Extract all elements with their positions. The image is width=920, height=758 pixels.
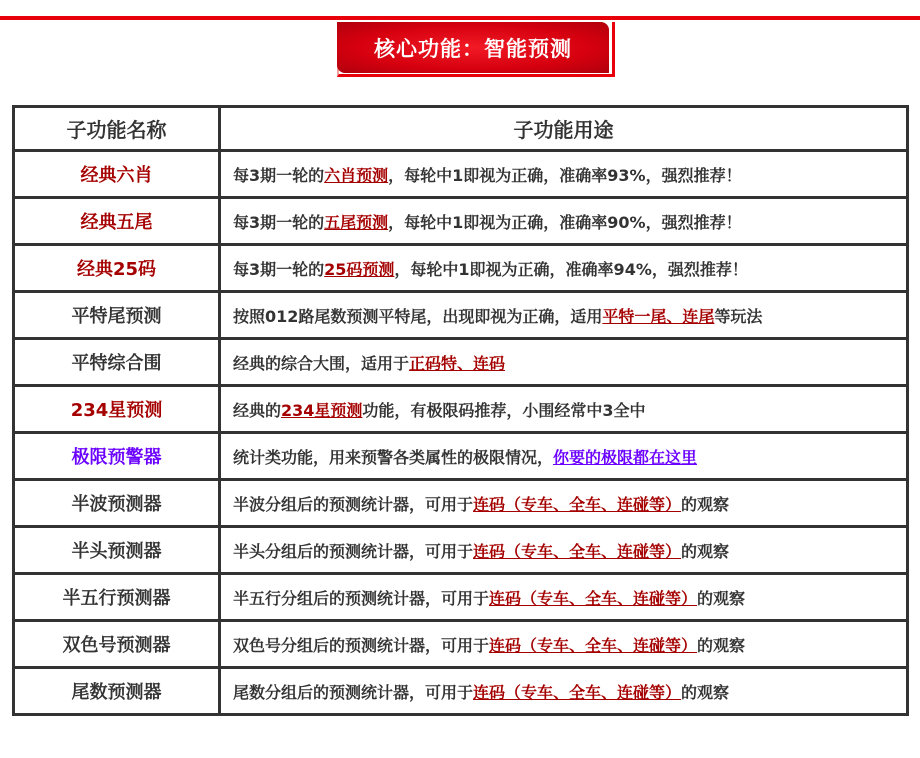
table-row bbox=[14, 527, 908, 574]
usage-text: 半波分组后的预测统计器，可用于 bbox=[233, 494, 474, 514]
feature-link[interactable]: 连码（专车、全车、连碰等） bbox=[489, 588, 698, 608]
feature-usage bbox=[220, 433, 908, 480]
feature-usage bbox=[220, 621, 908, 668]
feature-usage bbox=[220, 198, 908, 245]
header-feature-usage: 子功能用途 bbox=[220, 107, 908, 151]
usage-text: 双色号分组后的预测统计器，可用于 bbox=[233, 635, 490, 655]
table-row bbox=[14, 292, 908, 339]
feature-name: 半五行预测器 bbox=[14, 574, 220, 621]
feature-table bbox=[12, 105, 909, 716]
usage-text: 功能，有极限码推荐，小围经常中3全中 bbox=[362, 400, 646, 420]
usage-text: 半五行分组后的预测统计器，可用于 bbox=[233, 588, 490, 608]
usage-text: 按照012路尾数预测平特尾，出现即视为正确，适用 bbox=[233, 306, 603, 326]
usage-text: 的观察 bbox=[681, 494, 730, 514]
table-row bbox=[14, 621, 908, 668]
usage-text: 的观察 bbox=[681, 682, 730, 702]
feature-link[interactable]: 234星预测 bbox=[281, 400, 363, 420]
feature-usage bbox=[220, 245, 908, 292]
feature-link[interactable]: 你要的极限都在这里 bbox=[553, 447, 698, 467]
feature-link[interactable]: 五尾预测 bbox=[324, 212, 389, 232]
feature-link[interactable]: 平特一尾、连尾 bbox=[602, 306, 715, 326]
feature-usage bbox=[220, 339, 908, 386]
feature-link[interactable]: 六肖预测 bbox=[324, 165, 389, 185]
table-row bbox=[14, 668, 908, 715]
top-divider-line bbox=[0, 16, 920, 20]
usage-text: 的观察 bbox=[681, 541, 730, 561]
usage-text: ，每轮中1即视为正确，准确率90%，强烈推荐！ bbox=[388, 212, 742, 232]
usage-text: 等玩法 bbox=[714, 306, 763, 326]
feature-usage bbox=[220, 480, 908, 527]
table-header-row bbox=[14, 107, 908, 151]
table-row bbox=[14, 386, 908, 433]
feature-link[interactable]: 25码预测 bbox=[324, 259, 395, 279]
feature-name: 半头预测器 bbox=[14, 527, 220, 574]
usage-text: 的观察 bbox=[697, 635, 746, 655]
header-feature-name: 子功能名称 bbox=[14, 107, 220, 151]
usage-text: ，每轮中1即视为正确，准确率94%，强烈推荐！ bbox=[394, 259, 748, 279]
feature-link[interactable]: 连码（专车、全车、连碰等） bbox=[489, 635, 698, 655]
feature-name: 极限预警器 bbox=[14, 433, 220, 480]
feature-name: 平特尾预测 bbox=[14, 292, 220, 339]
usage-text: 经典的综合大围，适用于 bbox=[233, 353, 410, 373]
feature-name: 双色号预测器 bbox=[14, 621, 220, 668]
table-body bbox=[14, 151, 908, 715]
feature-name: 尾数预测器 bbox=[14, 668, 220, 715]
feature-name: 经典六肖 bbox=[14, 151, 220, 198]
usage-text: 半头分组后的预测统计器，可用于 bbox=[233, 541, 474, 561]
feature-link[interactable]: 连码（专车、全车、连碰等） bbox=[473, 494, 682, 514]
table-row bbox=[14, 480, 908, 527]
feature-usage bbox=[220, 292, 908, 339]
usage-text: 每3期一轮的 bbox=[233, 259, 325, 279]
table-row bbox=[14, 433, 908, 480]
feature-usage bbox=[220, 386, 908, 433]
table-row bbox=[14, 574, 908, 621]
table-row bbox=[14, 339, 908, 386]
feature-name: 半波预测器 bbox=[14, 480, 220, 527]
feature-usage bbox=[220, 668, 908, 715]
usage-text: ，每轮中1即视为正确，准确率93%，强烈推荐！ bbox=[388, 165, 742, 185]
feature-usage bbox=[220, 527, 908, 574]
usage-text: 每3期一轮的 bbox=[233, 212, 325, 232]
table-row bbox=[14, 151, 908, 198]
feature-name: 平特综合围 bbox=[14, 339, 220, 386]
feature-usage bbox=[220, 151, 908, 198]
feature-name: 234星预测 bbox=[14, 386, 220, 433]
usage-text: 统计类功能，用来预警各类属性的极限情况， bbox=[233, 447, 554, 467]
usage-text: 尾数分组后的预测统计器，可用于 bbox=[233, 682, 474, 702]
feature-link[interactable]: 连码（专车、全车、连碰等） bbox=[473, 541, 682, 561]
usage-text: 每3期一轮的 bbox=[233, 165, 325, 185]
feature-link[interactable]: 连码（专车、全车、连碰等） bbox=[473, 682, 682, 702]
feature-name: 经典25码 bbox=[14, 245, 220, 292]
usage-text: 经典的 bbox=[233, 400, 282, 420]
table-row bbox=[14, 198, 908, 245]
feature-name: 经典五尾 bbox=[14, 198, 220, 245]
section-banner bbox=[337, 22, 609, 73]
feature-usage bbox=[220, 574, 908, 621]
banner-title: 核心功能：智能预测 bbox=[374, 36, 572, 61]
table-row bbox=[14, 245, 908, 292]
feature-link[interactable]: 正码特、连码 bbox=[409, 353, 506, 373]
usage-text: 的观察 bbox=[697, 588, 746, 608]
